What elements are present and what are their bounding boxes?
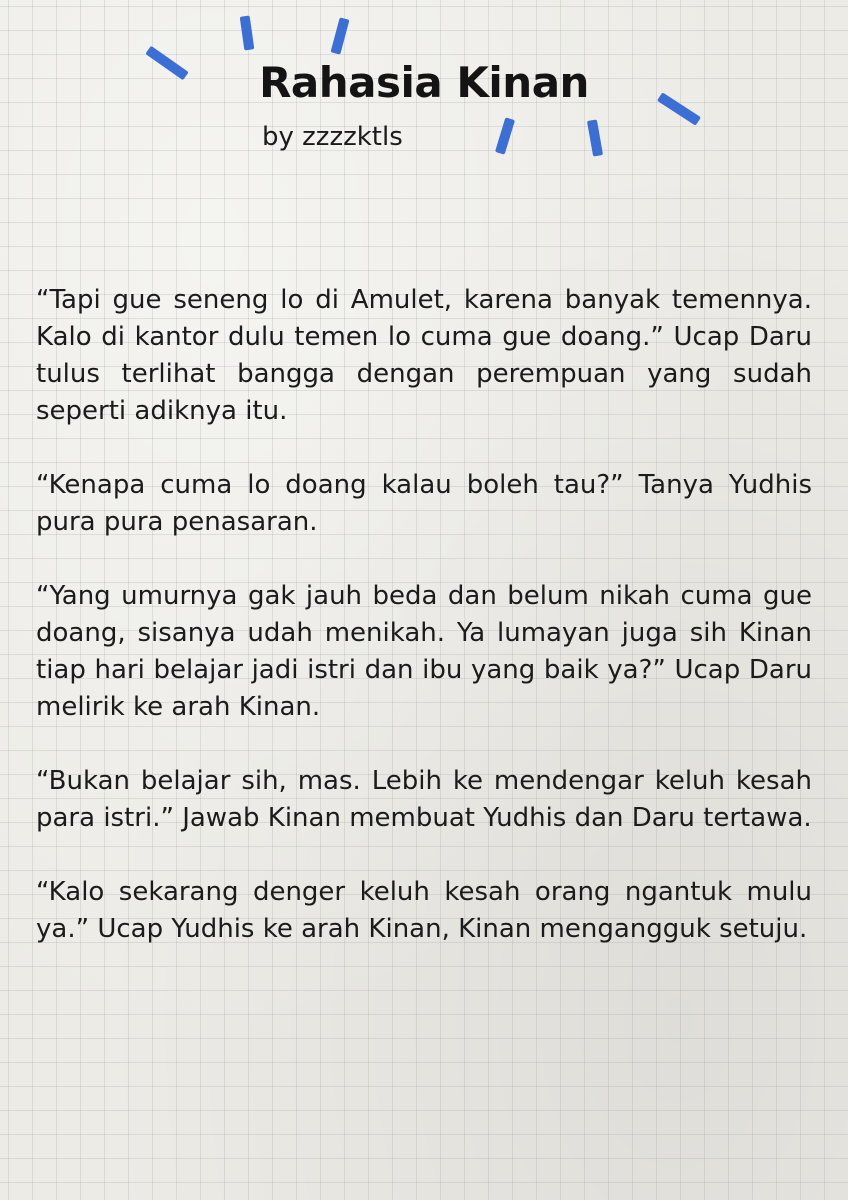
author-byline: by zzzzktls — [262, 122, 403, 152]
decorative-dash-top-left — [240, 15, 255, 50]
paragraph: “Kenapa cuma lo doang kalau boleh tau?” Tanya Yudhis pura pura penasaran. — [36, 470, 812, 537]
story-title: Rahasia Kinan — [259, 58, 589, 107]
paragraph: “Bukan belajar sih, mas. Lebih ke mendengar keluh kesah para istri.” Jawab Kinan membuat Yudhis dan Daru tertawa. — [36, 766, 812, 833]
paragraph: “Yang umurnya gak jauh beda dan belum nikah cuma gue doang, sisanya udah menikah. Ya lumayan juga sih Kinan tiap hari belajar jadi istri dan ibu yang baik ya?” Ucap Daru melirik ke arah Kinan. — [36, 581, 812, 722]
story-body — [36, 282, 812, 985]
decorative-dash-bottom-left — [495, 117, 515, 154]
paragraph: “Kalo sekarang denger keluh kesah orang ngantuk mulu ya.” Ucap Yudhis ke arah Kinan, Kinan mengangguk setuju. — [36, 877, 812, 944]
decorative-dash-bottom-right — [587, 119, 603, 156]
paragraph: “Tapi gue seneng lo di Amulet, karena banyak temennya. Kalo di kantor dulu temen lo cuma gue doang.” Ucap Daru tulus terlihat bangga dengan perempuan yang sudah seperti adiknya itu. — [36, 285, 812, 426]
decorative-dash-top-right — [331, 17, 350, 54]
